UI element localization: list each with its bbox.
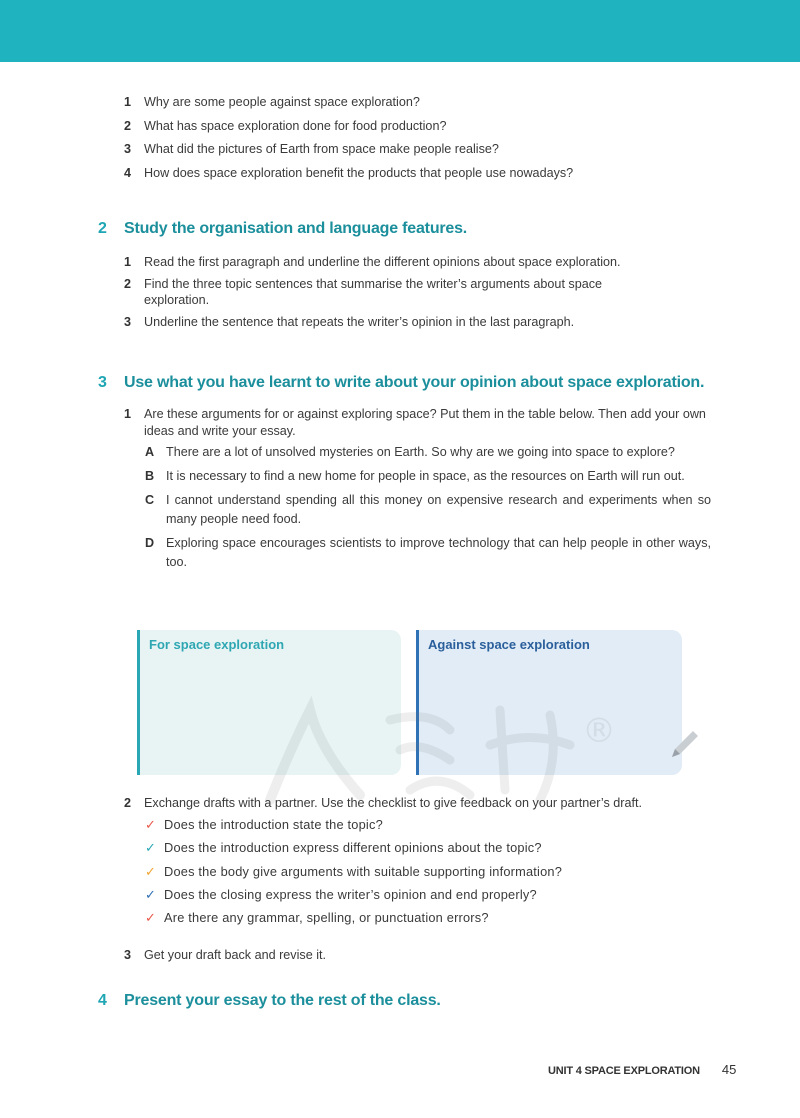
section-3-item-1	[124, 406, 714, 440]
section-2-items	[124, 254, 714, 336]
section-2-heading	[98, 220, 467, 238]
section-number: 4	[98, 992, 107, 1009]
registered-mark: ®	[582, 711, 616, 751]
against-column-heading: Against space exploration	[428, 637, 590, 652]
checklist-text: Does the body give arguments with suitable supporting information?	[164, 863, 563, 879]
instruction-item	[124, 276, 714, 308]
publisher-watermark	[250, 690, 616, 810]
question-number: 3	[124, 142, 132, 156]
item-number: 1	[124, 407, 132, 421]
header-band	[0, 0, 800, 62]
item-number: 1	[124, 255, 132, 269]
question-item	[124, 165, 744, 181]
pencil-icon	[668, 727, 702, 761]
argument-text: I cannot understand spending all this money on expensive research and experiments when so many people need food.	[166, 493, 711, 526]
section-3-heading	[98, 374, 704, 392]
instruction-item	[124, 254, 714, 270]
unit-title: UNIT 4 SPACE EXPLORATION	[548, 1065, 700, 1077]
argument-letter: B	[145, 469, 155, 483]
checkmark-icon: ✓	[145, 863, 157, 879]
item-text: Find the three topic sentences that summarise the writer’s arguments about space exploration.	[144, 277, 603, 307]
item-number: 2	[124, 796, 132, 810]
question-text: What has space exploration done for food production?	[144, 118, 447, 133]
section-title: Study the organisation and language features.	[124, 220, 468, 237]
section-3-item-2	[124, 795, 724, 811]
question-number: 4	[124, 165, 132, 180]
argument-text: Exploring space encourages scientists to improve technology that can help people in other ways, too.	[166, 536, 711, 569]
argument-item	[145, 443, 711, 462]
feedback-checklist	[145, 817, 562, 933]
section-4-heading	[98, 992, 441, 1010]
argument-text: It is necessary to find a new home for people in space, as the resources on Earth will run out.	[166, 469, 685, 483]
argument-list	[145, 443, 711, 577]
item-number: 3	[124, 315, 132, 329]
item-text: Are these arguments for or against exploring space? Put them in the table below. Then add your own ideas and write your essay.	[144, 407, 706, 438]
checkmark-icon: ✓	[145, 910, 157, 926]
section-number: 3	[98, 374, 107, 391]
checkmark-icon: ✓	[145, 840, 157, 856]
checklist-item	[145, 864, 562, 880]
section-number: 2	[98, 220, 107, 237]
checklist-text: Are there any grammar, spelling, or punctuation errors?	[164, 910, 489, 926]
checklist-text: Does the introduction express different opinions about the topic?	[164, 840, 542, 856]
checkmark-icon: ✓	[145, 817, 157, 832]
checklist-text: Does the closing express the writer’s opinion and end properly?	[164, 886, 537, 902]
checkmark-icon: ✓	[145, 886, 157, 902]
section-title: Use what you have learnt to write about your opinion about space exploration.	[124, 374, 705, 391]
question-text: What did the pictures of Earth from space make people realise?	[144, 142, 499, 156]
argument-letter: A	[145, 445, 155, 459]
argument-text: There are a lot of unsolved mysteries on Earth. So why are we going into space to explore?	[166, 445, 675, 459]
section-title: Present your essay to the rest of the class.	[124, 992, 441, 1009]
item-text: Get your draft back and revise it.	[144, 948, 326, 962]
question-text: How does space exploration benefit the products that people use nowadays?	[144, 165, 574, 180]
question-number: 2	[124, 118, 132, 133]
question-list	[124, 94, 744, 188]
argument-letter: C	[145, 493, 155, 507]
instruction-item	[124, 314, 714, 330]
for-column-heading: For space exploration	[149, 637, 285, 652]
checklist-item	[145, 840, 562, 856]
item-text: Exchange drafts with a partner. Use the checklist to give feedback on your partner’s draft.	[144, 796, 642, 810]
checklist-item	[145, 887, 562, 903]
page-footer	[548, 1062, 736, 1077]
argument-item	[145, 467, 711, 486]
item-text: Read the first paragraph and underline the different opinions about space exploration.	[144, 255, 621, 269]
section-3-item-3	[124, 947, 724, 963]
question-item	[124, 118, 744, 134]
question-item	[124, 94, 744, 110]
argument-letter: D	[145, 536, 155, 550]
question-item	[124, 141, 744, 157]
argument-item	[145, 491, 711, 529]
item-number: 3	[124, 948, 132, 962]
question-number: 1	[124, 95, 132, 109]
checklist-text: Does the introduction state the topic?	[164, 817, 383, 832]
checklist-item	[145, 817, 562, 833]
item-text: Underline the sentence that repeats the writer’s opinion in the last paragraph.	[144, 315, 575, 329]
question-text: Why are some people against space exploration?	[144, 95, 420, 109]
checklist-item	[145, 910, 562, 926]
page-number: 45	[721, 1062, 737, 1077]
argument-item	[145, 534, 711, 572]
item-number: 2	[124, 277, 132, 291]
